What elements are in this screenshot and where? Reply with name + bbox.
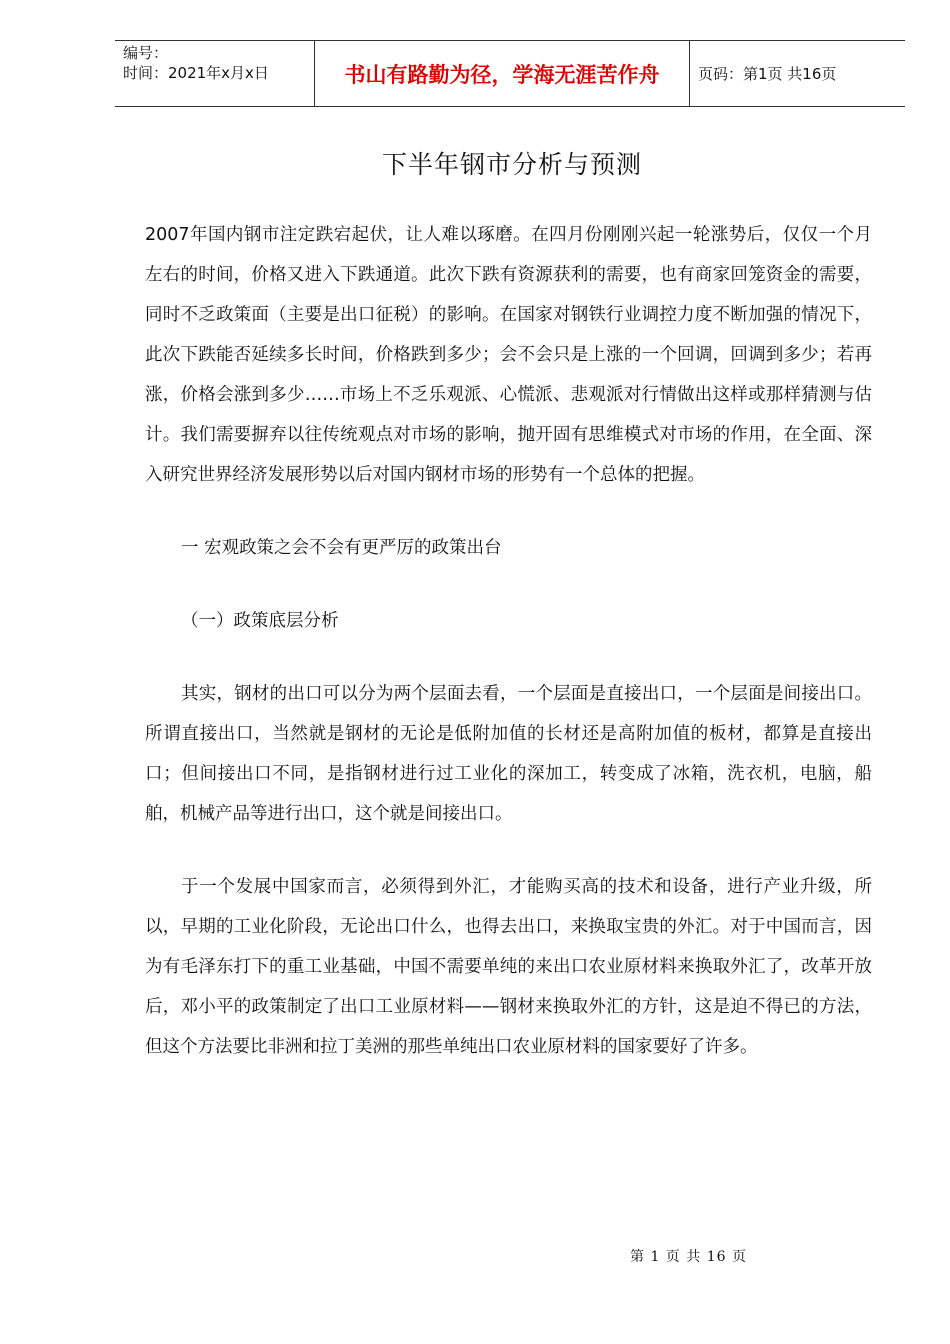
document-date: 时间：2021年x月x日 [123, 64, 269, 82]
document-title: 下半年钢市分析与预测 [381, 150, 642, 179]
document-code-label: 编号： [123, 44, 169, 62]
intro-paragraph: 2007年国内钢市注定跌宕起伏，让人难以琢磨。在四月份刚刚兴起一轮涨势后，仅仅一个月左右的时间，价格又进入下跌通道。此次下跌有资源获利的需要，也有商家回笼资金的需要，同时不乏政策面（主要是出口征税）的影响。在国家对钢铁行业调控力度不断加强的情况下，此次下跌能否延续多长时间，价格跌到多少；会不会只是上涨的一个回调，回调到多少；若再涨，价格会涨到多少……市场上不乏乐观派、心慌派、悲观派对行情做出这样或那样猜测与估计。我们需要摒弃以往传统观点对市场的影响，抛开固有思维模式对市场的作用，在全面、深入研究世界经济发展形势以后对国内钢材市场的形势有一个总体的把握。 [145, 225, 872, 485]
document-header [115, 40, 905, 107]
subsection-heading: （一）政策底层分析 [181, 611, 339, 631]
body-paragraph: 于一个发展中国家而言，必须得到外汇，才能购买高的技术和设备，进行产业升级，所以，早期的工业化阶段，无论出口什么，也得去出口，来换取宝贵的外汇。对于中国而言，因为有毛泽东打下的重工业基础，中国不需要单纯的来出口农业原材料来换取外汇了，改革开放后，邓小平的政策制定了出口工业原材料——钢材来换取外汇的方针，这是迫不得已的方法，但这个方法要比非洲和拉丁美洲的那些单纯出口农业原材料的国家要好了许多。 [145, 877, 872, 1057]
header-meta [115, 41, 315, 106]
header-page-info: 页码：第1页 共16页 [698, 65, 837, 83]
page-footer: 第 1 页 共 16 页 [630, 1249, 747, 1265]
document-body [145, 215, 872, 1067]
header-motto: 书山有路勤为径，学海无涯苦作舟 [315, 41, 690, 106]
section-heading: 一 宏观政策之会不会有更严厉的政策出台 [181, 538, 502, 558]
body-paragraph: 其实，钢材的出口可以分为两个层面去看，一个层面是直接出口，一个层面是间接出口。所谓直接出口，当然就是钢材的无论是低附加值的长材还是高附加值的板材，都算是直接出口；但间接出口不同，是指钢材进行过工业化的深加工，转变成了冰箱，洗衣机，电脑，船舶，机械产品等进行出口，这个就是间接出口。 [145, 684, 872, 824]
